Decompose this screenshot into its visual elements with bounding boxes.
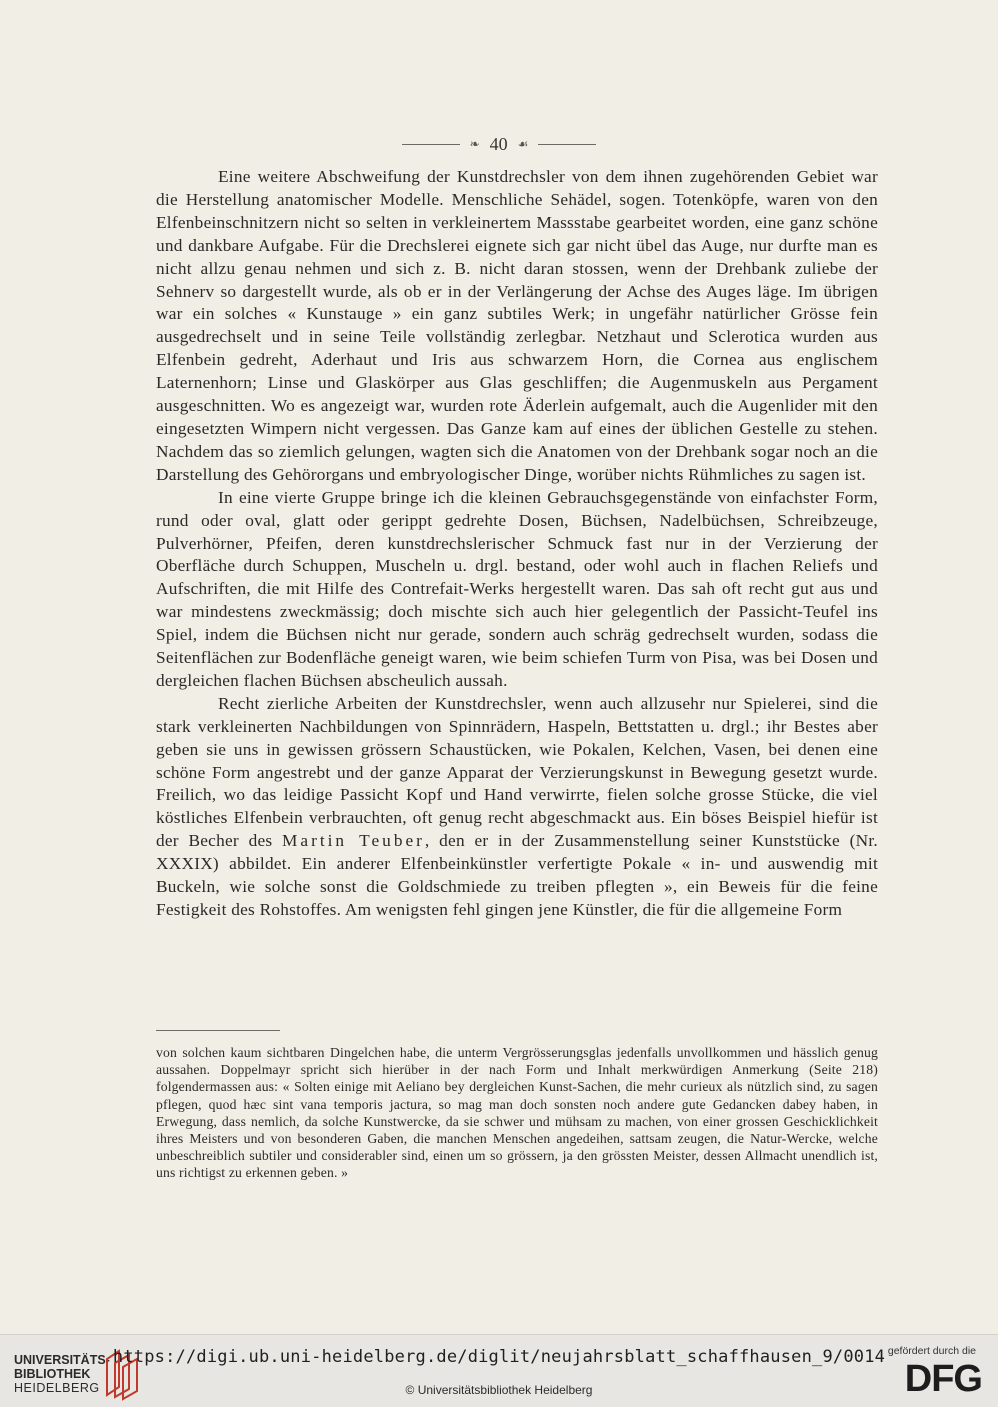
footnote: von solchen kaum sichtbaren Dingelchen habe, die unterm Vergrösserungsglas jedenfalls unvollkommen und hässlich genug aussahen. Doppelmayr spricht sich hierüber in der nach Form und Inhalt merkwürdigen Anmerkung (Seite 218) folgendermassen aus: « Solten einige mit Aeliano bey dergleichen Kunst-Sachen, die mehr curieux als nützlich sind, zu sagen pflegen, quod hæc sint vana temporis jactura, so mag man doch sonsten noch andere gute Gedancken dabey haben, in Erwegung, dass nemlich, da solche Kunstwercke, da sie schwer und mühsam zu machen, von einer grossen Geschicklichkeit ihres Meisters und von besonderen Gaben, die manchen Menschen angedeihen, sattsam zeugen, die Natur-Wercke, welche unbeschreiblich subtiler und considerabler sind, einen um so grössern, ja den grössten Meister, dessen Allmacht unendlich ist, uns richtigst zu erkennen geben. » [156,1045,878,1181]
header-rule-right [538,144,596,145]
funding-caption: gefördert durch die [887,1345,976,1357]
paragraph-showpieces [156,693,878,922]
permalink-url[interactable]: https://digi.ub.uni-heidelberg.de/diglit/neujahrsblatt_schaffhausen_9/0014 [112,1347,886,1367]
artist-name-spaced: Martin Teuber [282,831,425,851]
ornament-left-icon: ❧ [469,137,480,151]
viewer-footer [0,1334,998,1407]
paragraph-showpieces-text-a: Recht zierliche Arbeiten der Kunstdrechsler, wenn auch allzusehr nur Spielerei, sind die stark verkleinerten Nachbildungen von Spinnrädern, Haspeln, Bettstatten u. drgl.; ihr Bestes aber geben sie uns in gewissen grössern Schaustücken, wie Pokalen, Kelchen, Vasen, bei denen eine schöne Form angestrebt und der ganze Apparat der Verzierungskunst in Bewegung gesetzt wurde. Freilich, wo das leidige Passicht Kopf und Hand verwirrte, fielen solche grosse Stücke, die viel köstliches Elfenbein verbrauchten, oft genug recht abgeschmackt aus. Ein böses Beispiel hiefür ist der Becher des [156,693,878,851]
library-logo-line2: BIBLIOTHEK [14,1367,91,1381]
footnote-separator [156,1030,280,1031]
header-rule-left [402,144,460,145]
dfg-logo[interactable]: DFG [904,1358,982,1400]
page-number-header [0,134,998,155]
paragraph-showpieces-text-b: , den er in der Zusammenstellung seiner Kunststücke (Nr. XXXIX) abbildet. Ein anderer Elfenbeinkünstler verfertigte Pokale « in- und auswendig mit Buckeln, wie solche sonst die Goldschmiede zu treiben pflegten », ein Beweis für die feine Festigkeit des Rohstoffes. Am wenigsten fehl gingen jene Künstler, die für die allgemeine Form [156,831,878,919]
library-logo-line1: UNIVERSITÄTS- [14,1353,110,1367]
body-text [156,166,878,922]
ornament-right-icon: ☙ [517,137,529,151]
page-number: 40 [489,134,508,154]
paragraph-anatomical-models: Eine weitere Abschweifung der Kunstdrechsler von dem ihnen zugehörenden Gebiet war die Herstellung anatomischer Modelle. Menschliche Sehädel, sogen. Totenköpfe, waren von den Elfenbeinschnitzern nicht so selten in verkleinertem Massstabe gearbeitet worden, eine ganz schöne und dankbare Aufgabe. Für die Drechslerei eignete sich gar nicht übel das Auge, nur durfte man es nicht allzu genau nehmen und sich z. B. nicht daran stossen, wenn der Drehbank zuliebe der Sehnerv so dargestellt wurde, als ob er in der Verlängerung der Achse des Auges läge. Im übrigen war ein solches « Kunstauge » ein ganz subtiles Werk; in ungefähr natürlicher Grösse fein ausgedrechselt und in seine Teile vollständig zerlegbar. Netzhaut und Sclerotica wurden aus Elfenbein gedreht, Aderhaut und Iris aus schwarzem Horn, die Cornea aus englischem Laternenhorn; Linse und Glaskörper aus Glas geschliffen; die Augenmuskeln aus Pergament ausgeschnitten. Wo es angezeigt war, wurden rote Äderlein aufgemalt, auch die Augenlider mit den eingesetzten Wimpern nicht vergessen. Das Ganze kam auf eines der üblichen Gestelle zu stehen. Nachdem das so ziemlich gelungen, wagten sich die Anatomen von der Drehbank sogar noch an die Darstellung des Gehörorgans und embryologischer Dinge, worüber nichts Rühmliches zu sagen ist. [156,167,878,484]
library-logo-line3: HEIDELBERG [14,1381,100,1395]
paragraph-utensils: In eine vierte Gruppe bringe ich die kleinen Gebrauchsgegenstände von einfachster Form, rund oder oval, glatt oder gerippt gedrehte Dosen, Büchsen, Nadelbüchsen, Schreibzeuge, Pulverhörner, Pfeifen, deren kunstdrechslerischer Schmuck fast nur in der Verzierung der Oberfläche durch Schuppen, Muscheln u. drgl. bestand, oder wohl auch in flachen Reliefs und Aufschriften, die mit Hilfe des Contrefait-Werks hergestellt waren. Das sah oft recht gut aus und war mindestens zweckmässig; doch mischte sich auch hier gelegentlich der Passicht-Teufel ins Spiel, indem die Büchsen nicht nur gerade, sondern auch schräg gedrechselt wurden, sodass die Seitenflächen zur Bodenfläche geneigt waren, wie beim schiefen Turm von Pisa, was bei Dosen und dergleichen flachen Büchsen abscheulich aussah. [156,487,878,690]
copyright-notice: © Universitätsbibliothek Heidelberg [405,1383,593,1397]
